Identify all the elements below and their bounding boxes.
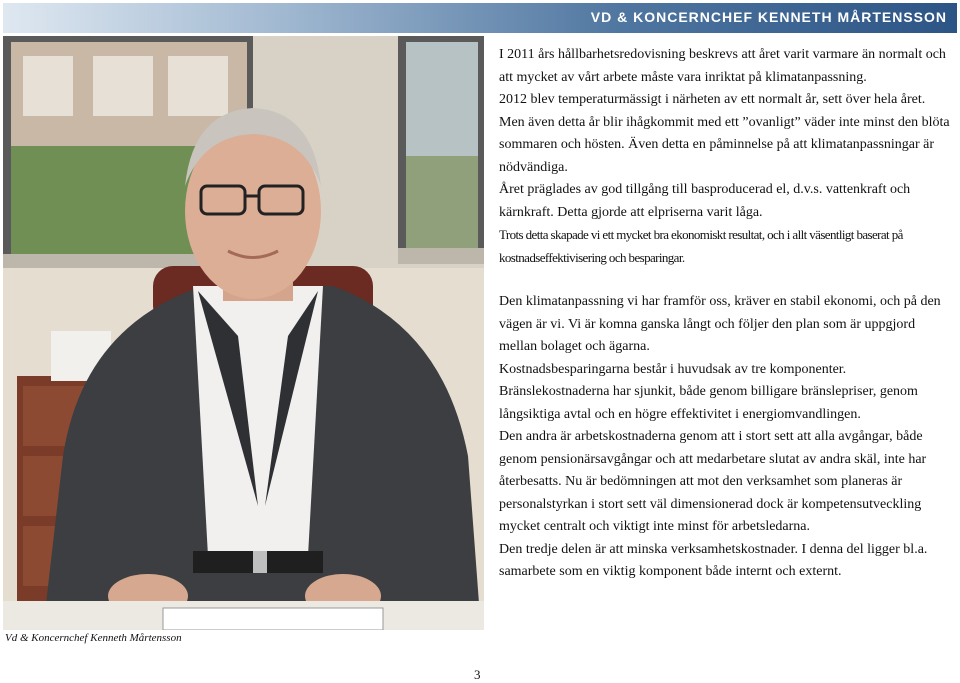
paragraph-gap: [499, 269, 951, 291]
paragraph: Den klimatanpassning vi har framför oss, kräver en stabil ekonomi, och på den vägen är vi. Vi är komna ganska långt och följer den plan som är uppgjord mellan bolaget och ägarna.: [499, 294, 941, 354]
paragraph: Kostnadsbesparingarna består i huvudsak av tre komponenter.: [499, 361, 847, 377]
page-number: 3: [474, 667, 481, 682]
body-text: [499, 44, 951, 584]
portrait-photo: [3, 36, 484, 630]
paragraph: Året präglades av god tillgång till basproducerad el, d.v.s. vattenkraft och kärnkraft. Detta gjorde att elpriserna varit låga.: [499, 182, 911, 220]
paragraph: Den andra är arbetskostnaderna genom att i stort sett att alla avgångar, både genom pensionärsavgångar och att medarbetare slutat av andra skäl, inte har återbesatts. Nu är bedömningen att mot den verksamhet som planeras är personalstyrkan i stort sett väl dimensionerad dock är kompetensutveckling mycket centralt och viktigt inte minst för arbetsledarna.: [499, 429, 927, 534]
header-bar: [3, 3, 957, 33]
paragraph: Bränslekostnaderna har sjunkit, både genom billigare bränslepriser, genom långsiktiga avtal och en högre effektivitet i energiomvandlingen.: [499, 384, 918, 422]
paragraph: 2012 blev temperaturmässigt i närheten av ett normalt år, sett över hela året. Men även detta år blir ihågkommit med ett ”ovanligt” väder inte minst den blöta sommaren och hösten. Även detta en påminnelse på att klimatanpassningar är nödvändiga.: [499, 92, 950, 175]
paragraph: Den tredje delen är att minska verksamhetskostnader. I denna del ligger bl.a. samarbete som en viktig komponent både internt och externt.: [499, 541, 928, 579]
paragraph: Trots detta skapade vi ett mycket bra ekonomiskt resultat, och i allt väsentligt baserat på kostnadseffektivisering och besparingar.: [499, 227, 903, 265]
page-header-title: VD & KONCERNCHEF KENNETH MÅRTENSSON: [590, 9, 947, 25]
paragraph: I 2011 års hållbarhetsredovisning beskrevs att året varit varmare än normalt och att mycket av vårt arbete måste vara inriktat på klimatanpassning.: [499, 47, 946, 85]
photo-caption: Vd & Koncernchef Kenneth Mårtensson: [5, 632, 182, 644]
